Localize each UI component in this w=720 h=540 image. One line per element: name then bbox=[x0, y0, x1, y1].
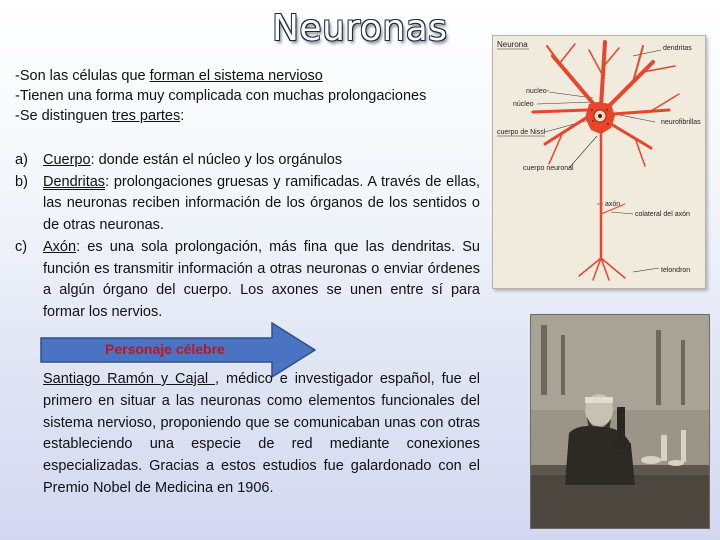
biography-text: , médico e investigador español, fue el primero en situar a las neuronas como elementos funcionales del sistema nervioso, proponiendo que se comunicaban unas con otras estableciendo una especie de red mediante conexiones especializadas. Gracias a estos estudios fue galardonado con el Premio Nobel de Medicina en 1906. bbox=[43, 371, 480, 496]
part-term: Cuerpo bbox=[43, 152, 91, 168]
parts-list bbox=[15, 150, 480, 324]
part-text bbox=[43, 172, 480, 237]
label-colateral: colateral del axón bbox=[635, 211, 690, 218]
intro-line-3 bbox=[15, 106, 426, 126]
label-cuerpo-nissl: cuerpo de Nissl bbox=[497, 129, 546, 136]
part-label: a) bbox=[15, 152, 28, 168]
intro-line-1 bbox=[15, 66, 426, 86]
page-title: Neuronas bbox=[272, 8, 448, 49]
part-text bbox=[43, 150, 480, 172]
biography-name: Santiago Ramón y Cajal bbox=[43, 371, 216, 387]
nucleolus-shape bbox=[598, 114, 602, 118]
intro-line-3-suffix: : bbox=[180, 108, 185, 124]
biography-paragraph bbox=[43, 369, 480, 500]
intro-line-2: -Tienen una forma muy complicada con muchas prolongaciones bbox=[15, 88, 427, 104]
part-description: : es una sola prolongación, más fina que las dendritas. Su función es transmitir información a otras neuronas o enviar órdenes a algún órgano del cuerpo. Los axones se unen entre sí para formar los nervios. bbox=[43, 238, 480, 320]
intro-line-1-text: -Son las células que bbox=[15, 68, 150, 84]
label-neurofibrillas: neurofibrillas bbox=[661, 119, 701, 126]
intro-line-3-link: tres partes bbox=[111, 108, 181, 124]
portrait-photo-icon bbox=[531, 315, 709, 528]
label-neurona: Neurona bbox=[497, 40, 528, 49]
part-item-axon bbox=[15, 237, 480, 324]
neuron-illustration-icon bbox=[493, 36, 705, 288]
label-nucleolo: nucleo- bbox=[526, 88, 549, 95]
part-text bbox=[43, 237, 480, 324]
intro-line-1-link: forman el sistema nervioso bbox=[149, 68, 323, 84]
part-term: Axón bbox=[43, 238, 77, 255]
label-telondron: telondron bbox=[661, 267, 691, 274]
part-label: c) bbox=[15, 238, 28, 255]
part-description: : donde están el núcleo y los orgánulos bbox=[90, 152, 343, 168]
callout-label: Personaje célebre bbox=[105, 341, 225, 357]
intro-block bbox=[15, 66, 426, 126]
label-nucleo: núcleo bbox=[513, 101, 534, 108]
portrait-photo bbox=[530, 314, 710, 529]
part-item-cuerpo bbox=[15, 150, 480, 172]
neuron-diagram bbox=[492, 35, 706, 289]
intro-line-3-text: -Se distinguen bbox=[15, 108, 112, 124]
part-item-dendritas bbox=[15, 172, 480, 237]
part-term: Dendritas bbox=[43, 173, 106, 190]
part-description: : prolongaciones gruesas y ramificadas. A través de ellas, las neuronas reciben información de los órganos de los sentidos o de otras neuronas. bbox=[43, 173, 480, 234]
label-cuerpo-neuronal: cuerpo neuronal bbox=[523, 165, 574, 172]
label-dendritas: dendritas bbox=[663, 45, 692, 52]
part-label: b) bbox=[15, 173, 28, 190]
label-axon: axón bbox=[605, 201, 621, 208]
